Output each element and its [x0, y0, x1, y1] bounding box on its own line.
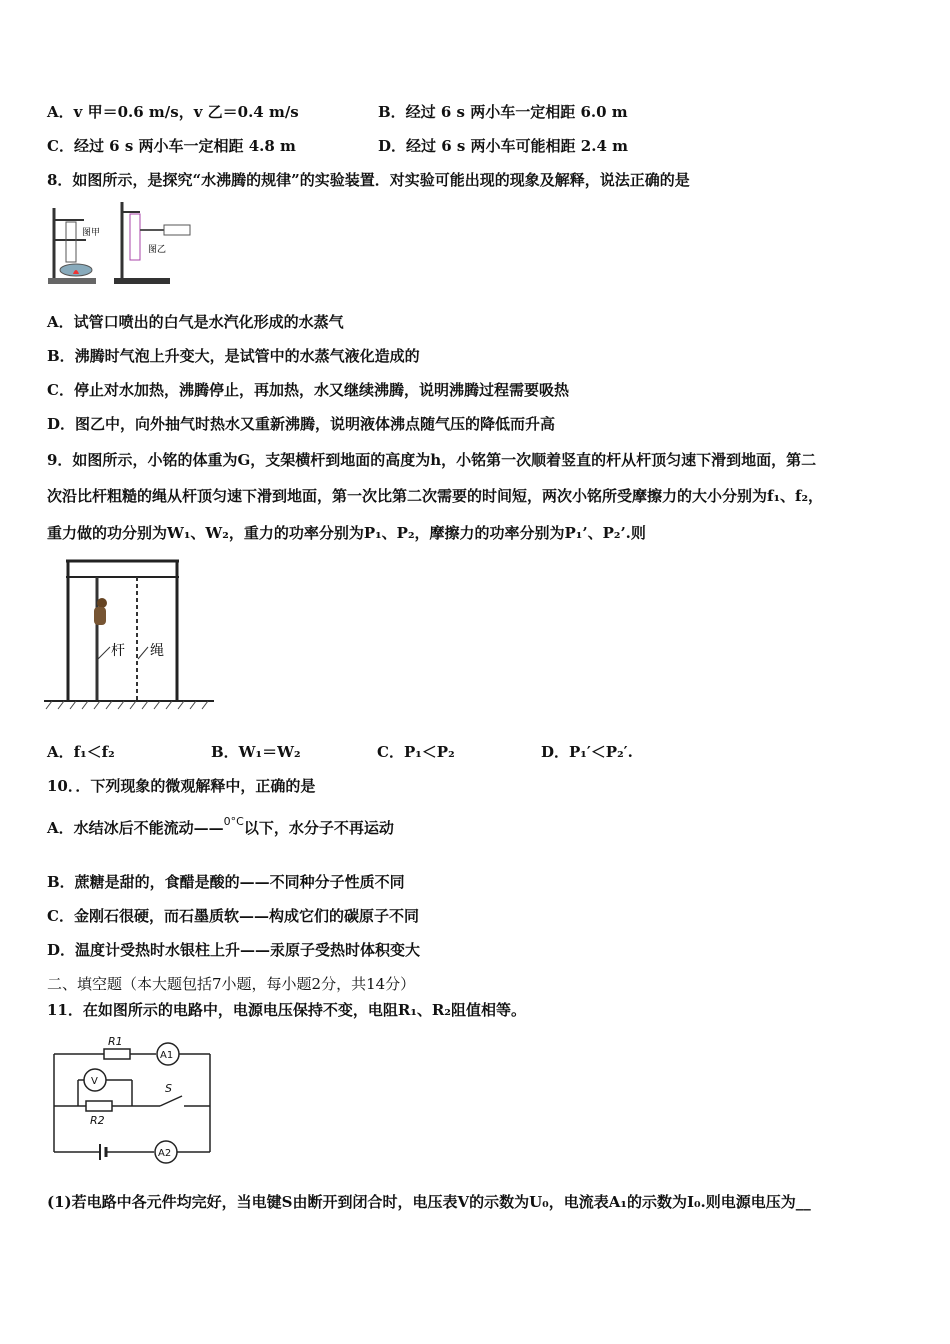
q9-stem-line1: 9．如图所示，小铭的体重为G，支架横杆到地面的高度为h，小铭第一次顺着竖直的杆从杆顶匀速下滑到地面，第二	[47, 451, 817, 469]
q8-stem: 8．如图所示，是探究“水沸腾的规律”的实验装置．对实验可能出现的现象及解释，说法正确的是	[47, 171, 690, 189]
q10-option-d: D．温度计受热时水银柱上升——汞原子受热时体积变大	[47, 941, 421, 959]
q10-option-a-post: 以下，水分子不再运动	[243, 819, 394, 837]
q7-option-b: B．经过 6 s 两小车一定相距 6.0 m	[378, 103, 628, 121]
test-tube-1	[66, 222, 76, 262]
q10-option-c: C．金刚石很硬，而石墨质软——构成它们的碳原子不同	[47, 907, 419, 925]
label-s: S	[165, 1082, 172, 1095]
q11-stem: 11．在如图所示的电路中，电源电压保持不变，电阻R₁、R₂阻值相等。	[47, 1001, 526, 1019]
q9-option-d: D．P₁′＜P₂′.	[541, 743, 633, 761]
q9-option-c: C．P₁＜P₂	[377, 743, 455, 761]
label-a1: A1	[160, 1050, 174, 1061]
q8-apparatus-figure	[44, 200, 194, 290]
stand-base-1	[48, 278, 96, 284]
q8-option-c: C．停止对水加热，沸腾停止，再加热，水又继续沸腾，说明沸腾过程需要吸热	[47, 381, 569, 399]
q9-pole-rope-figure	[44, 555, 219, 715]
syringe	[164, 225, 190, 235]
flask-2	[130, 214, 140, 260]
section-2-title: 二、填空题（本大题包括7小题，每小题2分，共14分）	[47, 975, 416, 993]
stand-base-2	[114, 278, 170, 284]
q11-circuit-figure	[48, 1032, 218, 1172]
q9-option-b: B．W₁＝W₂	[211, 743, 301, 761]
q9-option-a: A．f₁＜f₂	[47, 743, 115, 761]
q10-option-a	[47, 815, 394, 840]
switch-s	[160, 1096, 182, 1106]
q7-option-d: D．经过 6 s 两小车可能相距 2.4 m	[378, 137, 628, 155]
fig1-label: 图甲	[82, 228, 101, 238]
rope-label: 绳	[150, 643, 164, 659]
pole-label: 杆	[111, 643, 125, 659]
q7-option-a: A．v 甲＝0.6 m/s，v 乙＝0.4 m/s	[47, 103, 299, 121]
label-a2: A2	[158, 1148, 172, 1159]
resistor-r2	[86, 1101, 112, 1111]
q11-sub1: (1)若电路中各元件均完好，当电键S由断开到闭合时，电压表V的示数为U₀，电流表A₁的示数为I₀.则电源电压为__	[47, 1193, 811, 1211]
resistor-r1	[104, 1049, 130, 1059]
q9-stem-line3: 重力做的功分别为W₁、W₂，重力的功率分别为P₁、P₂，摩擦力的功率分别为P₁’、P₂’.则	[47, 524, 646, 542]
q8-option-a: A．试管口喷出的白气是水汽化形成的水蒸气	[47, 313, 344, 331]
q10-option-b: B．蔗糖是甜的，食醋是酸的——不同种分子性质不同	[47, 873, 405, 891]
q8-option-d: D．图乙中，向外抽气时热水又重新沸腾，说明液体沸点随气压的降低而升高	[47, 415, 556, 433]
q9-stem-line2: 次沿比杆粗糙的绳从杆顶匀速下滑到地面，第一次比第二次需要的时间短，两次小铭所受摩擦力的大小分别为f₁、f₂，	[47, 487, 824, 505]
label-r1: R1	[108, 1035, 123, 1048]
fig2-label: 图乙	[148, 245, 167, 255]
q10-option-a-pre: A．水结冰后不能流动——	[47, 819, 224, 837]
q7-option-c: C．经过 6 s 两小车一定相距 4.8 m	[47, 137, 296, 155]
q8-option-b: B．沸腾时气泡上升变大，是试管中的水蒸气液化造成的	[47, 347, 420, 365]
q10-option-a-temp: 0°C	[223, 815, 244, 828]
label-r2: R2	[90, 1114, 105, 1127]
label-v: V	[91, 1076, 98, 1087]
q10-stem: 10．．下列现象的微观解释中，正确的是	[47, 777, 316, 795]
